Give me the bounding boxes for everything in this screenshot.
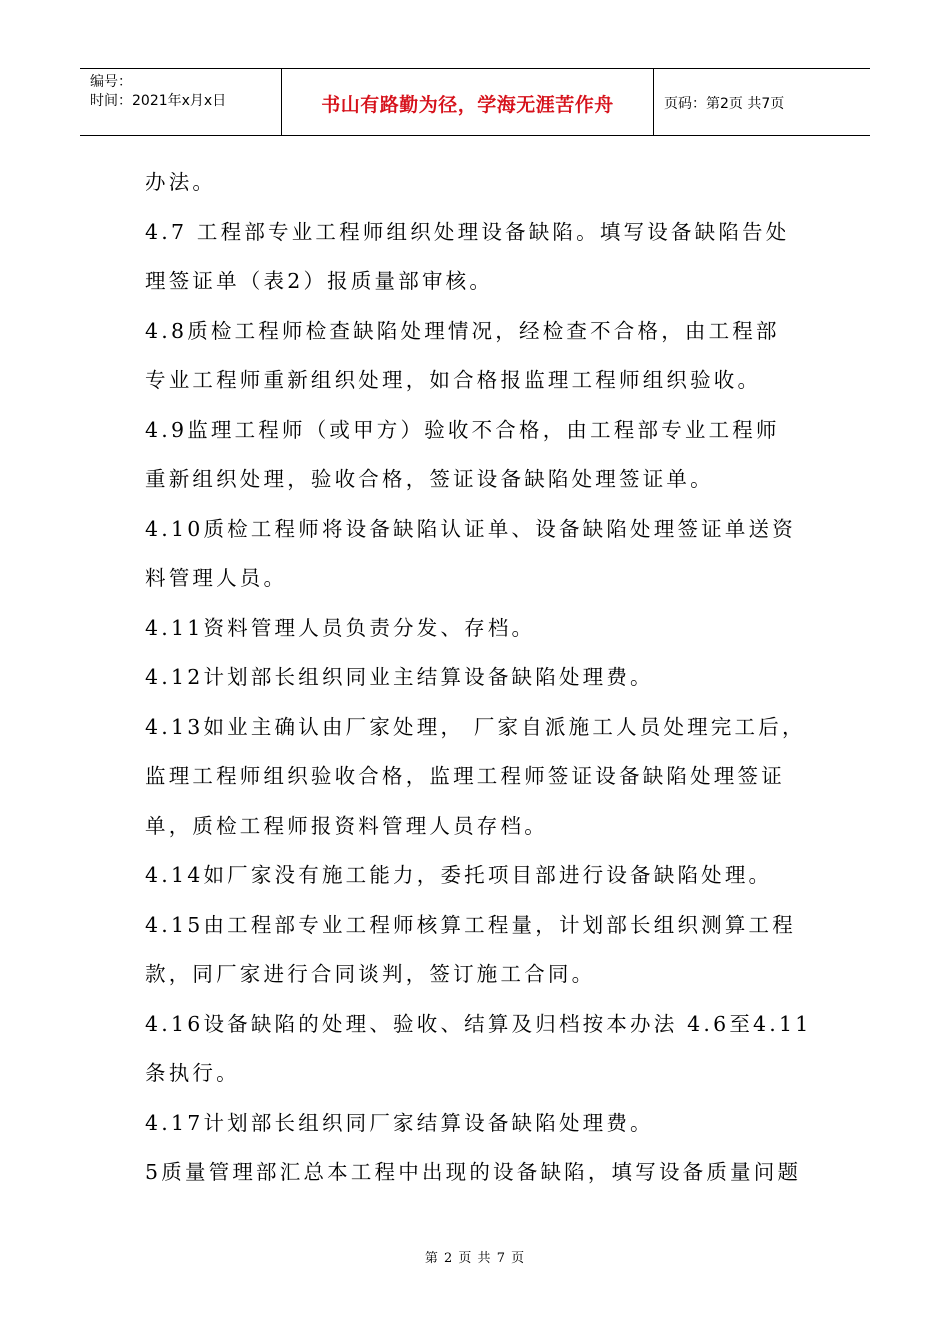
body-line: 4.17计划部长组织同厂家结算设备缺陷处理费。: [145, 1110, 654, 1135]
page-footer: 第 2 页 共 7 页: [424, 1251, 526, 1266]
body-line: 4.16设备缺陷的处理、验收、结算及归档按本办法 4.6至4.11: [145, 1011, 812, 1036]
body-line: 4.13如业主确认由厂家处理， 厂家自派施工人员处理完工后，: [145, 714, 806, 739]
body-line: 4.14如厂家没有施工能力，委托项目部进行设备缺陷处理。: [145, 863, 773, 887]
body-line: 4.7 工程部专业工程师组织处理设备缺陷。填写设备缺陷告处: [145, 219, 790, 244]
body-line: 专业工程师重新组织处理，如合格报监理工程师组织验收。: [145, 368, 762, 392]
body-line: 4.9监理工程师（或甲方）验收不合格，由工程部专业工程师: [145, 417, 780, 442]
body-line: 4.12计划部长组织同业主结算设备缺陷处理费。: [145, 665, 654, 689]
body-line: 重新组织处理，验收合格，签证设备缺陷处理签证单。: [145, 467, 714, 491]
body-line: 单，质检工程师报资料管理人员存档。: [145, 813, 548, 838]
document-date: 时间：2021年x月x日: [90, 93, 227, 109]
document-body: [145, 158, 810, 1198]
body-line: 理签证单（表2）报质量部审核。: [145, 269, 494, 293]
body-line: 4.8质检工程师检查缺陷处理情况，经检查不合格，由工程部: [145, 318, 780, 343]
document-number-label: 编号：: [90, 74, 132, 90]
header-page-info: 页码：第2页 共7页: [664, 96, 785, 112]
body-line: 款，同厂家进行合同谈判，签订施工合同。: [145, 962, 596, 986]
header-motto: 书山有路勤为径，学海无涯苦作舟: [321, 93, 614, 116]
document-header: [80, 68, 870, 136]
body-line: 条执行。: [145, 1061, 240, 1085]
body-line: 办法。: [145, 170, 217, 194]
body-line: 4.10质检工程师将设备缺陷认证单、设备缺陷处理签证单送资: [145, 516, 796, 541]
body-line: 监理工程师组织验收合格，监理工程师签证设备缺陷处理签证: [145, 764, 785, 788]
body-line: 4.15由工程部专业工程师核算工程量，计划部长组织测算工程: [145, 912, 796, 937]
header-meta: [80, 69, 282, 135]
body-line: 4.11资料管理人员负责分发、存档。: [145, 615, 536, 640]
body-line: 5质量管理部汇总本工程中出现的设备缺陷，填写设备质量问题: [145, 1160, 802, 1184]
header-motto-cell: [282, 69, 654, 135]
body-line: 料管理人员。: [145, 566, 288, 590]
